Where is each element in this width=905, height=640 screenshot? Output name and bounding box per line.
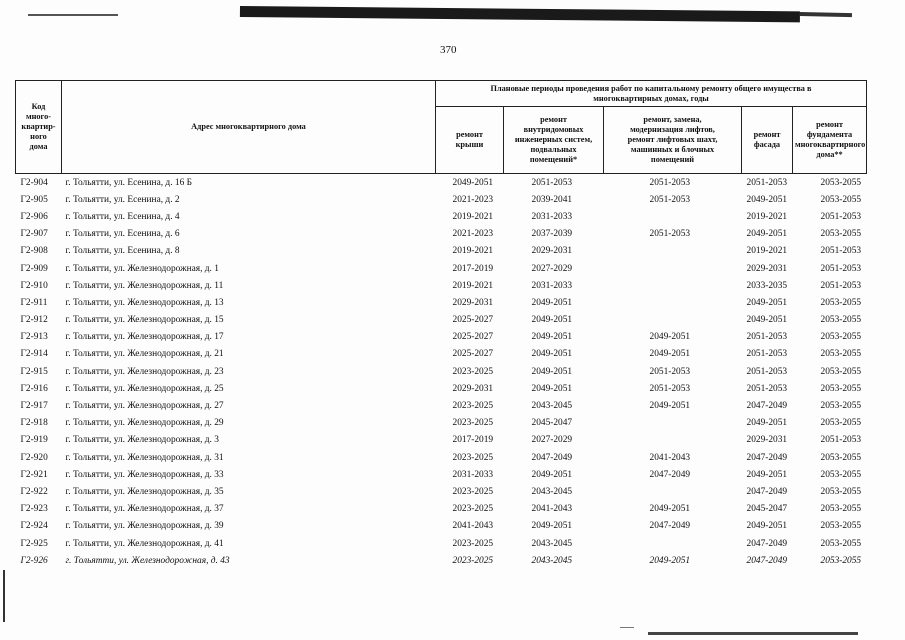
cell-facade: 2029-2031 bbox=[746, 263, 788, 274]
cell-address: г. Тольятти, ул. Железнодорожная, д. 23 bbox=[65, 366, 224, 377]
cell-code: Г2-925 bbox=[20, 538, 48, 549]
cell-address: г. Тольятти, ул. Железнодорожная, д. 31 bbox=[65, 452, 224, 463]
table-row bbox=[16, 208, 867, 225]
header-foundation-line: фундамента bbox=[806, 130, 853, 139]
cell-code: Г2-916 bbox=[20, 383, 48, 394]
header-foundation bbox=[793, 107, 867, 174]
header-lifts-line: помещений bbox=[650, 155, 695, 164]
cell-roof: 2023-2025 bbox=[452, 401, 494, 412]
cell-address: г. Тольятти, ул. Железнодорожная, д. 41 bbox=[65, 538, 224, 549]
header-foundation-line: ремонт bbox=[816, 120, 843, 129]
cell-code: Г2-905 bbox=[20, 194, 48, 205]
scan-artifact-top bbox=[240, 6, 800, 22]
scan-artifact-bottom bbox=[648, 632, 858, 635]
cell-foundation: 2053-2055 bbox=[820, 383, 862, 394]
cell-foundation: 2053-2055 bbox=[820, 297, 862, 308]
cell-engineering: 2049-2051 bbox=[531, 469, 573, 480]
cell-code: Г2-917 bbox=[20, 401, 48, 412]
header-address-text: Адрес многоквартирного дома bbox=[191, 122, 306, 131]
header-code-line: ного bbox=[30, 132, 47, 141]
cell-facade: 2051-2053 bbox=[746, 332, 788, 343]
cell-address: г. Тольятти, ул. Железнодорожная, д. 13 bbox=[65, 297, 224, 308]
cell-lifts: 2049-2051 bbox=[649, 555, 691, 566]
cell-address: г. Тольятти, ул. Железнодорожная, д. 39 bbox=[65, 521, 224, 532]
cell-code: Г2-922 bbox=[20, 486, 48, 497]
cell-facade: 2047-2049 bbox=[746, 486, 788, 497]
scan-artifact-bottom-mark bbox=[620, 627, 634, 628]
cell-address: г. Тольятти, ул. Есенина, д. 8 bbox=[65, 246, 180, 257]
header-lifts-line: модернизация лифтов, bbox=[630, 125, 715, 134]
table-row bbox=[16, 501, 867, 518]
header-code bbox=[16, 81, 62, 174]
header-lifts-line: машинных и блочных bbox=[630, 145, 715, 154]
header-engineering-line: инженерных систем, bbox=[514, 135, 593, 144]
cell-lifts bbox=[604, 260, 742, 277]
cell-lifts bbox=[604, 243, 742, 260]
scan-artifact-top-left bbox=[28, 14, 118, 16]
cell-roof: 2023-2025 bbox=[452, 504, 494, 515]
header-roof bbox=[436, 107, 504, 174]
cell-code: Г2-906 bbox=[20, 211, 48, 222]
cell-address: г. Тольятти, ул. Железнодорожная, д. 25 bbox=[65, 383, 224, 394]
header-lifts bbox=[604, 107, 742, 174]
table-row bbox=[16, 191, 867, 208]
cell-lifts: 2047-2049 bbox=[649, 469, 691, 480]
table-row bbox=[16, 312, 867, 329]
table-row bbox=[16, 415, 867, 432]
cell-roof: 2029-2031 bbox=[452, 297, 494, 308]
cell-lifts: 2049-2051 bbox=[649, 504, 691, 515]
cell-code: Г2-915 bbox=[20, 366, 48, 377]
cell-roof: 2023-2025 bbox=[452, 555, 494, 566]
header-code-line: Код bbox=[31, 102, 46, 111]
cell-engineering: 2049-2051 bbox=[531, 383, 573, 394]
table-row bbox=[16, 397, 867, 414]
cell-code: Г2-912 bbox=[20, 315, 48, 326]
cell-facade: 2049-2051 bbox=[746, 521, 788, 532]
cell-code: Г2-907 bbox=[20, 229, 48, 240]
table-row bbox=[16, 277, 867, 294]
table-row bbox=[16, 243, 867, 260]
cell-code: Г2-908 bbox=[20, 246, 48, 257]
cell-lifts: 2051-2053 bbox=[649, 194, 691, 205]
header-code-line: много- bbox=[25, 112, 52, 121]
cell-address: г. Тольятти, ул. Железнодорожная, д. 37 bbox=[65, 504, 224, 515]
cell-foundation: 2053-2055 bbox=[820, 538, 862, 549]
cell-engineering: 2043-2045 bbox=[531, 486, 573, 497]
table-row bbox=[16, 174, 867, 192]
cell-engineering: 2047-2049 bbox=[531, 452, 573, 463]
cell-lifts bbox=[604, 535, 742, 552]
table-row bbox=[16, 518, 867, 535]
table-row bbox=[16, 363, 867, 380]
cell-facade: 2049-2051 bbox=[746, 194, 788, 205]
cell-engineering: 2049-2051 bbox=[531, 297, 573, 308]
cell-engineering: 2029-2031 bbox=[531, 246, 573, 257]
cell-address: г. Тольятти, ул. Железнодорожная, д. 35 bbox=[65, 486, 224, 497]
cell-engineering: 2041-2043 bbox=[531, 504, 573, 515]
cell-engineering: 2043-2045 bbox=[531, 555, 573, 566]
cell-lifts bbox=[604, 208, 742, 225]
cell-roof: 2031-2033 bbox=[452, 469, 494, 480]
header-facade-line: ремонт bbox=[753, 130, 781, 139]
table-row bbox=[16, 432, 867, 449]
header-code-line: квартир- bbox=[21, 122, 56, 131]
cell-code: Г2-913 bbox=[20, 332, 48, 343]
cell-roof: 2023-2025 bbox=[452, 366, 494, 377]
header-planned-periods bbox=[436, 81, 867, 107]
cell-roof: 2023-2025 bbox=[452, 538, 494, 549]
cell-foundation: 2053-2055 bbox=[820, 315, 862, 326]
cell-engineering: 2027-2029 bbox=[531, 435, 573, 446]
cell-engineering: 2027-2029 bbox=[531, 263, 573, 274]
cell-roof: 2019-2021 bbox=[452, 280, 494, 291]
cell-lifts bbox=[604, 277, 742, 294]
cell-foundation: 2053-2055 bbox=[820, 521, 862, 532]
cell-foundation: 2053-2055 bbox=[820, 555, 862, 566]
header-engineering-line: помещений* bbox=[529, 155, 578, 164]
page-number: 370 bbox=[440, 44, 457, 56]
cell-foundation: 2051-2053 bbox=[820, 435, 862, 446]
cell-facade: 2051-2053 bbox=[746, 383, 788, 394]
cell-code: Г2-911 bbox=[20, 297, 48, 308]
table-row bbox=[16, 552, 867, 569]
table-row bbox=[16, 483, 867, 500]
cell-foundation: 2053-2055 bbox=[820, 401, 862, 412]
cell-engineering: 2039-2041 bbox=[531, 194, 573, 205]
header-foundation-line: многоквартирного bbox=[795, 140, 866, 149]
cell-address: г. Тольятти, ул. Есенина, д. 16 Б bbox=[65, 177, 192, 188]
table-row bbox=[16, 260, 867, 277]
cell-facade: 2047-2049 bbox=[746, 452, 788, 463]
cell-foundation: 2051-2053 bbox=[820, 211, 862, 222]
cell-roof: 2025-2027 bbox=[452, 315, 494, 326]
cell-facade: 2049-2051 bbox=[746, 297, 788, 308]
cell-roof: 2023-2025 bbox=[452, 486, 494, 497]
cell-facade: 2049-2051 bbox=[746, 315, 788, 326]
cell-engineering: 2045-2047 bbox=[531, 418, 573, 429]
cell-roof: 2049-2051 bbox=[452, 177, 494, 188]
cell-address: г. Тольятти, ул. Железнодорожная, д. 43 bbox=[65, 555, 230, 566]
cell-code: Г2-923 bbox=[20, 504, 48, 515]
cell-engineering: 2031-2033 bbox=[531, 280, 573, 291]
cell-lifts: 2051-2053 bbox=[649, 383, 691, 394]
cell-facade: 2049-2051 bbox=[746, 418, 788, 429]
cell-lifts bbox=[604, 483, 742, 500]
table-row bbox=[16, 449, 867, 466]
cell-engineering: 2049-2051 bbox=[531, 332, 573, 343]
cell-lifts: 2049-2051 bbox=[649, 349, 691, 360]
cell-engineering: 2043-2045 bbox=[531, 538, 573, 549]
cell-foundation: 2053-2055 bbox=[820, 177, 862, 188]
cell-facade: 2051-2053 bbox=[746, 349, 788, 360]
cell-facade: 2049-2051 bbox=[746, 229, 788, 240]
cell-lifts bbox=[604, 415, 742, 432]
cell-lifts: 2051-2053 bbox=[649, 177, 691, 188]
cell-foundation: 2051-2053 bbox=[820, 246, 862, 257]
cell-facade: 2033-2035 bbox=[746, 280, 788, 291]
table-row bbox=[16, 294, 867, 311]
cell-code: Г2-910 bbox=[20, 280, 48, 291]
cell-foundation: 2053-2055 bbox=[820, 229, 862, 240]
cell-address: г. Тольятти, ул. Железнодорожная, д. 29 bbox=[65, 418, 224, 429]
cell-lifts: 2051-2053 bbox=[649, 366, 691, 377]
cell-code: Г2-921 bbox=[20, 469, 48, 480]
cell-code: Г2-909 bbox=[20, 263, 48, 274]
header-facade-line: фасада bbox=[753, 140, 781, 149]
header-lifts-line: ремонт, замена, bbox=[643, 115, 702, 124]
header-foundation-line: дома** bbox=[816, 150, 843, 159]
cell-foundation: 2053-2055 bbox=[820, 469, 862, 480]
cell-address: г. Тольятти, ул. Железнодорожная, д. 1 bbox=[65, 263, 219, 274]
cell-facade: 2047-2049 bbox=[746, 401, 788, 412]
cell-foundation: 2053-2055 bbox=[820, 486, 862, 497]
cell-roof: 2023-2025 bbox=[452, 418, 494, 429]
table-header bbox=[16, 81, 867, 174]
cell-address: г. Тольятти, ул. Есенина, д. 6 bbox=[65, 229, 180, 240]
cell-lifts bbox=[604, 312, 742, 329]
cell-facade: 2049-2051 bbox=[746, 469, 788, 480]
cell-lifts bbox=[604, 294, 742, 311]
cell-foundation: 2053-2055 bbox=[820, 452, 862, 463]
cell-engineering: 2049-2051 bbox=[531, 366, 573, 377]
header-code-line: дома bbox=[29, 142, 48, 151]
cell-code: Г2-918 bbox=[20, 418, 48, 429]
cell-foundation: 2053-2055 bbox=[820, 349, 862, 360]
cell-foundation: 2053-2055 bbox=[820, 418, 862, 429]
cell-facade: 2019-2021 bbox=[746, 211, 788, 222]
table-body bbox=[16, 174, 867, 570]
cell-roof: 2041-2043 bbox=[452, 521, 494, 532]
cell-roof: 2025-2027 bbox=[452, 349, 494, 360]
cell-facade: 2051-2053 bbox=[746, 366, 788, 377]
cell-lifts: 2049-2051 bbox=[649, 332, 691, 343]
table-row bbox=[16, 380, 867, 397]
cell-roof: 2019-2021 bbox=[452, 246, 494, 257]
table-row bbox=[16, 346, 867, 363]
cell-roof: 2029-2031 bbox=[452, 383, 494, 394]
table-row bbox=[16, 466, 867, 483]
cell-code: Г2-904 bbox=[20, 177, 48, 188]
cell-foundation: 2053-2055 bbox=[820, 366, 862, 377]
cell-facade: 2051-2053 bbox=[746, 177, 788, 188]
cell-code: Г2-920 bbox=[20, 452, 48, 463]
cell-roof: 2023-2025 bbox=[452, 452, 494, 463]
header-engineering bbox=[504, 107, 604, 174]
cell-address: г. Тольятти, ул. Железнодорожная, д. 27 bbox=[65, 401, 224, 412]
cell-roof: 2017-2019 bbox=[452, 435, 494, 446]
cell-facade: 2045-2047 bbox=[746, 504, 788, 515]
header-planned-line: многоквартирных домах, годы bbox=[593, 93, 709, 103]
cell-facade: 2029-2031 bbox=[746, 435, 788, 446]
cell-lifts: 2049-2051 bbox=[649, 401, 691, 412]
cell-roof: 2021-2023 bbox=[452, 194, 494, 205]
cell-roof: 2021-2023 bbox=[452, 229, 494, 240]
header-engineering-line: подвальных bbox=[530, 145, 577, 154]
table-row bbox=[16, 329, 867, 346]
scan-artifact-left-edge bbox=[3, 570, 5, 622]
cell-foundation: 2053-2055 bbox=[820, 332, 862, 343]
cell-address: г. Тольятти, ул. Железнодорожная, д. 21 bbox=[65, 349, 224, 360]
cell-engineering: 2049-2051 bbox=[531, 521, 573, 532]
scan-artifact-top-tail bbox=[800, 12, 852, 17]
cell-facade: 2047-2049 bbox=[746, 555, 788, 566]
cell-address: г. Тольятти, ул. Железнодорожная, д. 15 bbox=[65, 315, 224, 326]
cell-foundation: 2053-2055 bbox=[820, 504, 862, 515]
cell-address: г. Тольятти, ул. Железнодорожная, д. 11 bbox=[65, 280, 224, 291]
cell-lifts bbox=[604, 432, 742, 449]
cell-code: Г2-924 bbox=[20, 521, 48, 532]
cell-address: г. Тольятти, ул. Есенина, д. 2 bbox=[65, 194, 180, 205]
cell-foundation: 2051-2053 bbox=[820, 263, 862, 274]
table-row bbox=[16, 535, 867, 552]
cell-roof: 2019-2021 bbox=[452, 211, 494, 222]
header-engineering-line: ремонт bbox=[540, 115, 567, 124]
cell-lifts: 2047-2049 bbox=[649, 521, 691, 532]
cell-roof: 2025-2027 bbox=[452, 332, 494, 343]
cell-engineering: 2043-2045 bbox=[531, 401, 573, 412]
cell-address: г. Тольятти, ул. Есенина, д. 4 bbox=[65, 211, 180, 222]
cell-engineering: 2031-2033 bbox=[531, 211, 573, 222]
cell-code: Г2-926 bbox=[20, 555, 48, 566]
cell-facade: 2047-2049 bbox=[746, 538, 788, 549]
table-row bbox=[16, 226, 867, 243]
cell-code: Г2-919 bbox=[20, 435, 48, 446]
cell-roof: 2017-2019 bbox=[452, 263, 494, 274]
cell-engineering: 2049-2051 bbox=[531, 315, 573, 326]
cell-engineering: 2051-2053 bbox=[531, 177, 573, 188]
cell-foundation: 2053-2055 bbox=[820, 194, 862, 205]
cell-lifts: 2041-2043 bbox=[649, 452, 691, 463]
cell-engineering: 2037-2039 bbox=[531, 229, 573, 240]
cell-address: г. Тольятти, ул. Железнодорожная, д. 3 bbox=[65, 435, 219, 446]
header-lifts-line: ремонт лифтовых шахт, bbox=[627, 135, 718, 144]
cell-lifts: 2051-2053 bbox=[649, 229, 691, 240]
cell-foundation: 2051-2053 bbox=[820, 280, 862, 291]
header-planned-line: Плановые периоды проведения работ по капитальному ремонту общего имущества в bbox=[490, 83, 812, 93]
cell-address: г. Тольятти, ул. Железнодорожная, д. 17 bbox=[65, 332, 224, 343]
header-roof-line: ремонт bbox=[456, 130, 483, 139]
cell-facade: 2019-2021 bbox=[746, 246, 788, 257]
cell-engineering: 2049-2051 bbox=[531, 349, 573, 360]
repair-schedule-table bbox=[15, 80, 867, 569]
header-address bbox=[62, 81, 436, 174]
header-facade bbox=[742, 107, 793, 174]
cell-code: Г2-914 bbox=[20, 349, 48, 360]
header-roof-line: крыши bbox=[455, 140, 484, 149]
cell-address: г. Тольятти, ул. Железнодорожная, д. 33 bbox=[65, 469, 224, 480]
header-engineering-line: внутридомовых bbox=[523, 125, 584, 134]
